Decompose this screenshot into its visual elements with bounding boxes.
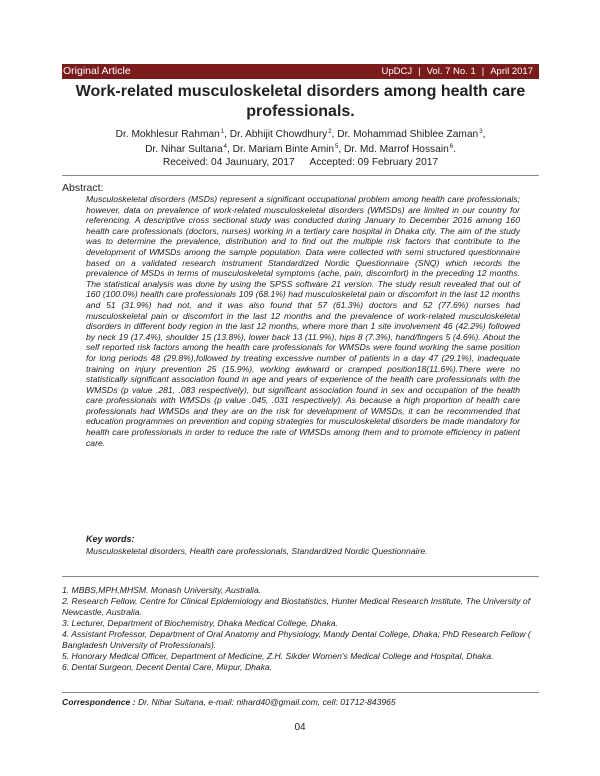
author: Dr. Abhijit Chowdhury <box>229 129 328 140</box>
volume-issue: Vol. 7 No. 1 <box>426 66 476 77</box>
section-label: Original Article <box>63 65 131 77</box>
issue-date: April 2017 <box>490 66 533 77</box>
separator: | <box>418 66 421 77</box>
journal-info <box>379 64 536 79</box>
author: Dr. Nihar Sultana <box>145 144 223 156</box>
affiliation-item: 4. Assistant Professor, Department of Oral Anatomy and Physiology, Mandy Dental College, Dhaka; PhD Research Fellow ( Bangladesh University of Professionals). <box>62 629 531 650</box>
article-title: Work-related musculoskeletal disorders among health care professionals. <box>75 83 526 120</box>
affiliation-list <box>62 585 539 673</box>
affiliation-item: 6. Dental Surgeon, Decent Dental Care, Mirpur, Dhaka. <box>62 662 273 672</box>
affiliation-item: 3. Lecturer, Department of Biochemistry, Dhaka Medical College, Dhaka. <box>62 618 338 628</box>
author-affil-ref: 4 <box>223 144 227 151</box>
author: Dr. Mokhlesur Rahman <box>115 129 220 140</box>
correspondence-text: Dr. Nihar Sultana, e-mail: nihard40@gmail.com, cell: 01712-843965 <box>137 697 396 707</box>
accepted-date: Accepted: 09 February 2017 <box>309 157 439 168</box>
keywords-heading: Key words: <box>86 534 135 544</box>
keywords-text: Musculoskeletal disorders, Health care professionals, Standardized Nordic Questionnaire. <box>86 546 428 556</box>
author-affil-ref: 2 <box>328 129 332 135</box>
author-affil-ref: 5 <box>335 144 339 151</box>
author-affil-ref: 6 <box>449 144 454 151</box>
divider <box>62 576 539 577</box>
author-list: Dr. Mokhlesur Rahman$^1$, Dr. Abhijit Chowdhury$^2$, Dr. Mohammad Shiblee Zaman$^3$, Dr. Nihar Sultana$^4$, Dr. Mariam Binte Amin$^5$, Dr. Md. Marrof Hossain$^6$. <box>115 129 486 156</box>
author: Dr. Mohammad Shiblee Zaman <box>337 129 479 140</box>
received-date: Received: 04 Jaunuary, 2017 <box>162 157 295 168</box>
abstract-heading: Abstract: <box>62 182 104 194</box>
correspondence <box>62 697 396 707</box>
divider <box>62 175 539 176</box>
affiliation-item: 5. Honorary Medical Officer, Department of Medicine, Z.H. Sikder Women's Medical College and Hospital, Dhaka. <box>62 651 494 661</box>
affiliation-item: 2. Research Fellow, Centre for Clinical Epidemiology and Biostatistics, Hunter Medical Research Institute, The University of Newcastle, Australia. <box>62 596 531 617</box>
article-dates <box>62 157 539 168</box>
correspondence-label: Correspondence : <box>62 697 136 707</box>
abstract-text: Musculoskeletal disorders (MSDs) represent a significant occupational problem among health care professionals; however, data on prevalence of work-related musculoskeletal disorders (WMSDs) are limited in our country for referencing. A descriptive cross sectional study was conducted during January to December 2016 among 160 health care professionals (doctors, nurses) working in a tertiary care hospital in Dhaka city. The aim of the study was to determine the prevalence, distribution and to find out the multiple risk factors that contribute to the development of WMSDs among the sample population. Data were collected with semi structured questionnaire based on a validated research instrument Standardized Nordic Questionnaire (SNQ) which records the prevalence of MSDs in terms of musculoskeletal symptoms (ache, pain, discomfort) in the preceding 12 months. The statistical analysis was done by using the SPSS software 21 version. The study result revealed that out of 160 (100.0%) health care professionals 109 (68.1%) had musculoskeletal pain or discomfort in the last 12 months and 51 (31.9%) had not, and it was also found that 57 (61.3%) doctors and 52 (77.6%) nurses had musculoskeletal pain or discomfort in the last 12 months and the prevalence of work-related musculoskeletal disorders in different body region in the last 12 months, where more than 1 site involvement 46 (42.2%) followed by neck 19 (17.4%), shoulder 15 (13.8%), lower back 13 (11.9%), hips 8 (7.3%), hand/fingers 5 (4.6%). About the self reported risk factors among the health care professionals for WMSDs were found working the same position for long periods 48 (29.8%),followed by treating excessive number of patients in a day 47 (29.1%), inadequate training on injury prevention 25 (15.9%), working awkward or cramped position18(11.6%).There were no statistically significant association found in age and years of experience of the health care professionals with the WMSDs (p value .281, .083 respectively), but significant association found in sex and occupation of the health care professionals with WMSDs (p value .045, .031 respectively). As because a high proportion of health care professionals had WMSDs and they are on the risk for development of WMSDs, it can be recommended that education programmes on prevention and coping strategies for musculoskeletal disorders be made mandatory for health care professionals in order to reduce the rate of WMSDs among them and to promote efficiency in patient care. <box>86 194 520 448</box>
page-number: 04 <box>294 722 306 733</box>
journal-name: UpDCJ <box>381 66 413 77</box>
affiliation-item: 1. MBBS,MPH,MHSM. Monash University, Australia. <box>62 585 262 595</box>
divider <box>62 692 539 693</box>
article-banner <box>62 64 539 79</box>
author-affil-ref: 1 <box>220 129 225 135</box>
separator: | <box>481 66 485 77</box>
author: Dr. Md. Marrof Hossain <box>344 144 449 156</box>
author-affil-ref: 3 <box>479 129 483 135</box>
author: Dr. Mariam Binte Amin <box>232 144 334 156</box>
